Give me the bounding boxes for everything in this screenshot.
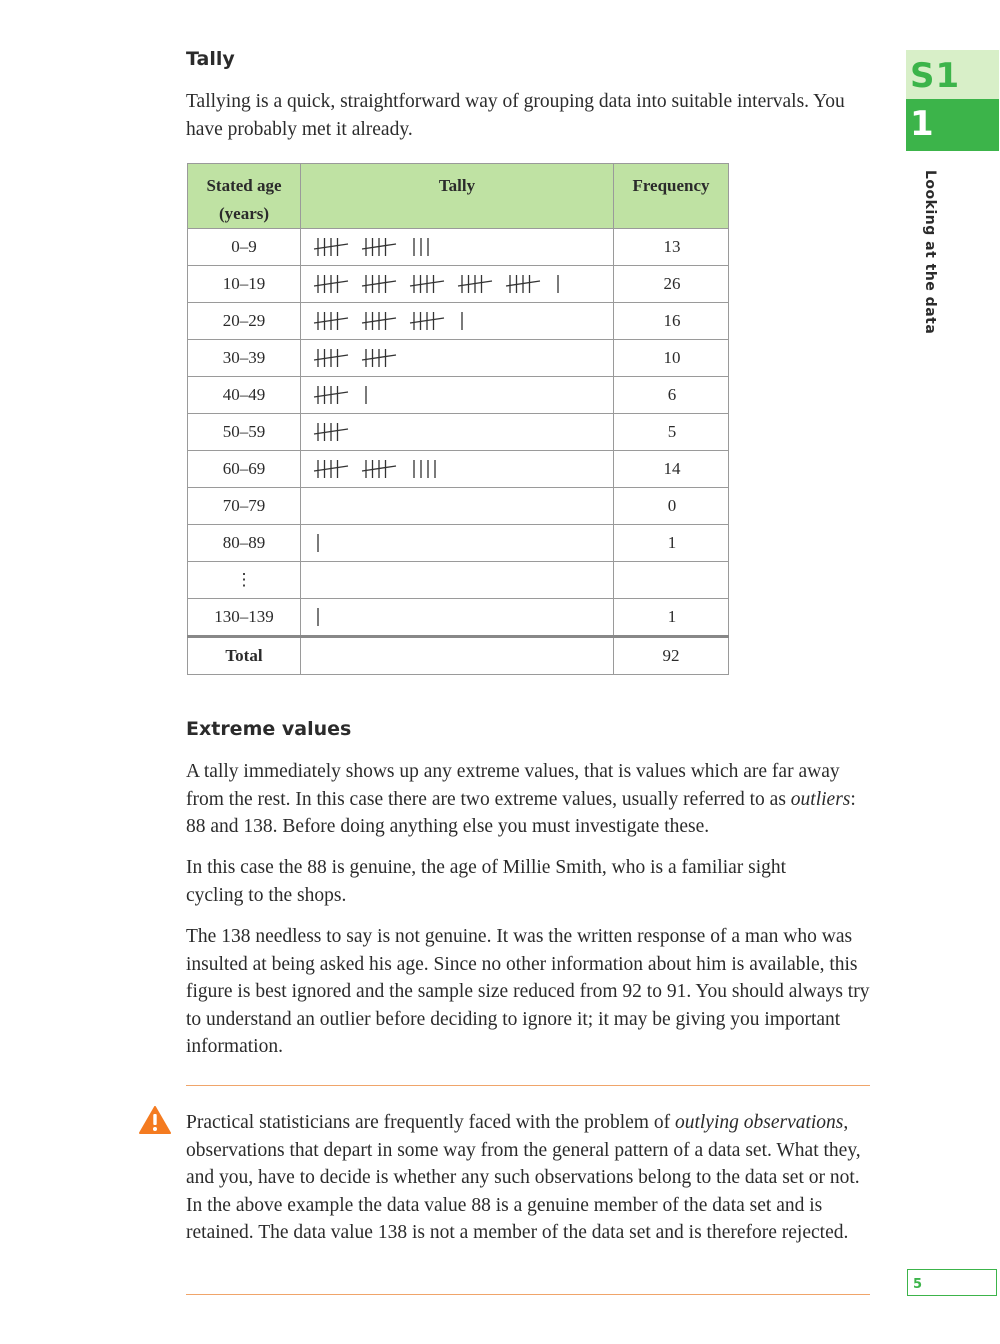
extreme-paragraph-1: A tally immediately shows up any extreme values, that is values which are far away from the rest. In this case there are two extreme values, usually referred to as outliers: 88 and 138. Before doing anything else you must investigate these.	[186, 761, 856, 837]
total-value: 92	[614, 637, 729, 675]
tally-marks	[313, 345, 603, 371]
tally-marks	[313, 419, 603, 445]
total-tally-cell	[301, 637, 614, 675]
stated-age-cell: 0–9	[188, 229, 301, 266]
frequency-cell: 1	[614, 599, 729, 637]
frequency-cell: 0	[614, 488, 729, 525]
stated-age-cell: ⋮	[188, 562, 301, 599]
warning-paragraph: Practical statisticians are frequently faced with the problem of outlying observations, observations that depart in some way from the general pattern of a data set. What they, and you, have to decide is whether any such observations belong to the data set or not. In the above example the data value 88 is a genuine member of the data set and is retained. The data value 138 is not a member of the data set and is therefore rejected.	[186, 1112, 861, 1243]
header-stated-age: Stated age (years)	[188, 164, 301, 229]
frequency-cell	[614, 562, 729, 599]
frequency-cell: 26	[614, 266, 729, 303]
stated-age-cell: 60–69	[188, 451, 301, 488]
frequency-cell: 5	[614, 414, 729, 451]
tally-cell	[301, 377, 614, 414]
stated-age-cell: 10–19	[188, 266, 301, 303]
table-row	[188, 414, 729, 451]
table-row	[188, 451, 729, 488]
tally-marks	[313, 530, 603, 556]
tally-intro: Tallying is a quick, straightforward way of grouping data into suitable intervals. You have probably met it already.	[186, 91, 845, 140]
extreme-values-heading: Extreme values	[186, 718, 352, 740]
warning-triangle-icon	[139, 1106, 171, 1134]
frequency-cell: 6	[614, 377, 729, 414]
tally-marks	[313, 604, 603, 630]
extreme-paragraph-3: The 138 needless to say is not genuine. It was the written response of a man who was insulted at being asked his age. Since no other information about him is available, this figure is best ignored and the sample size reduced from 92 to 91. You should always try to understand an outlier before deciding to ignore it; it may be giving you important information.	[186, 926, 870, 1057]
table-row	[188, 488, 729, 525]
chapter-title: Looking at the data	[922, 170, 938, 335]
tally-marks	[313, 234, 603, 260]
tally-cell	[301, 229, 614, 266]
page-number: 5	[907, 1269, 997, 1296]
stated-age-cell: 80–89	[188, 525, 301, 562]
stated-age-cell: 30–39	[188, 340, 301, 377]
tally-cell	[301, 525, 614, 562]
header-tally: Tally	[301, 164, 614, 229]
table-row	[188, 562, 729, 599]
table-row	[188, 229, 729, 266]
header-frequency: Frequency	[614, 164, 729, 229]
table-row	[188, 266, 729, 303]
warning-top-rule	[186, 1085, 870, 1086]
chapter-tab-number	[906, 99, 999, 151]
stated-age-cell: 70–79	[188, 488, 301, 525]
tally-cell	[301, 562, 614, 599]
frequency-cell: 13	[614, 229, 729, 266]
tally-marks	[313, 308, 603, 334]
table-row	[188, 599, 729, 637]
stated-age-cell: 50–59	[188, 414, 301, 451]
total-label: Total	[188, 637, 301, 675]
tally-table	[187, 163, 729, 675]
stated-age-cell: 20–29	[188, 303, 301, 340]
table-row	[188, 377, 729, 414]
extreme-paragraph-2: In this case the 88 is genuine, the age of Millie Smith, who is a familiar sight cycling to the shops.	[186, 857, 787, 906]
tally-cell	[301, 340, 614, 377]
tally-cell	[301, 414, 614, 451]
frequency-cell: 10	[614, 340, 729, 377]
stated-age-cell: 130–139	[188, 599, 301, 637]
frequency-cell: 1	[614, 525, 729, 562]
table-row	[188, 525, 729, 562]
tally-cell	[301, 599, 614, 637]
tally-marks	[313, 271, 603, 297]
warning-bottom-rule	[186, 1294, 870, 1295]
chapter-code: S1	[910, 56, 961, 96]
tally-heading: Tally	[186, 48, 235, 70]
stated-age-cell: 40–49	[188, 377, 301, 414]
tally-cell	[301, 488, 614, 525]
tally-marks	[313, 382, 603, 408]
chapter-tab-code	[906, 50, 999, 99]
tally-cell	[301, 451, 614, 488]
tally-cell	[301, 266, 614, 303]
chapter-number: 1	[910, 104, 934, 144]
tally-cell	[301, 303, 614, 340]
tally-marks	[313, 456, 603, 482]
table-row	[188, 303, 729, 340]
frequency-cell: 14	[614, 451, 729, 488]
total-row	[188, 637, 729, 675]
frequency-cell: 16	[614, 303, 729, 340]
table-row	[188, 340, 729, 377]
